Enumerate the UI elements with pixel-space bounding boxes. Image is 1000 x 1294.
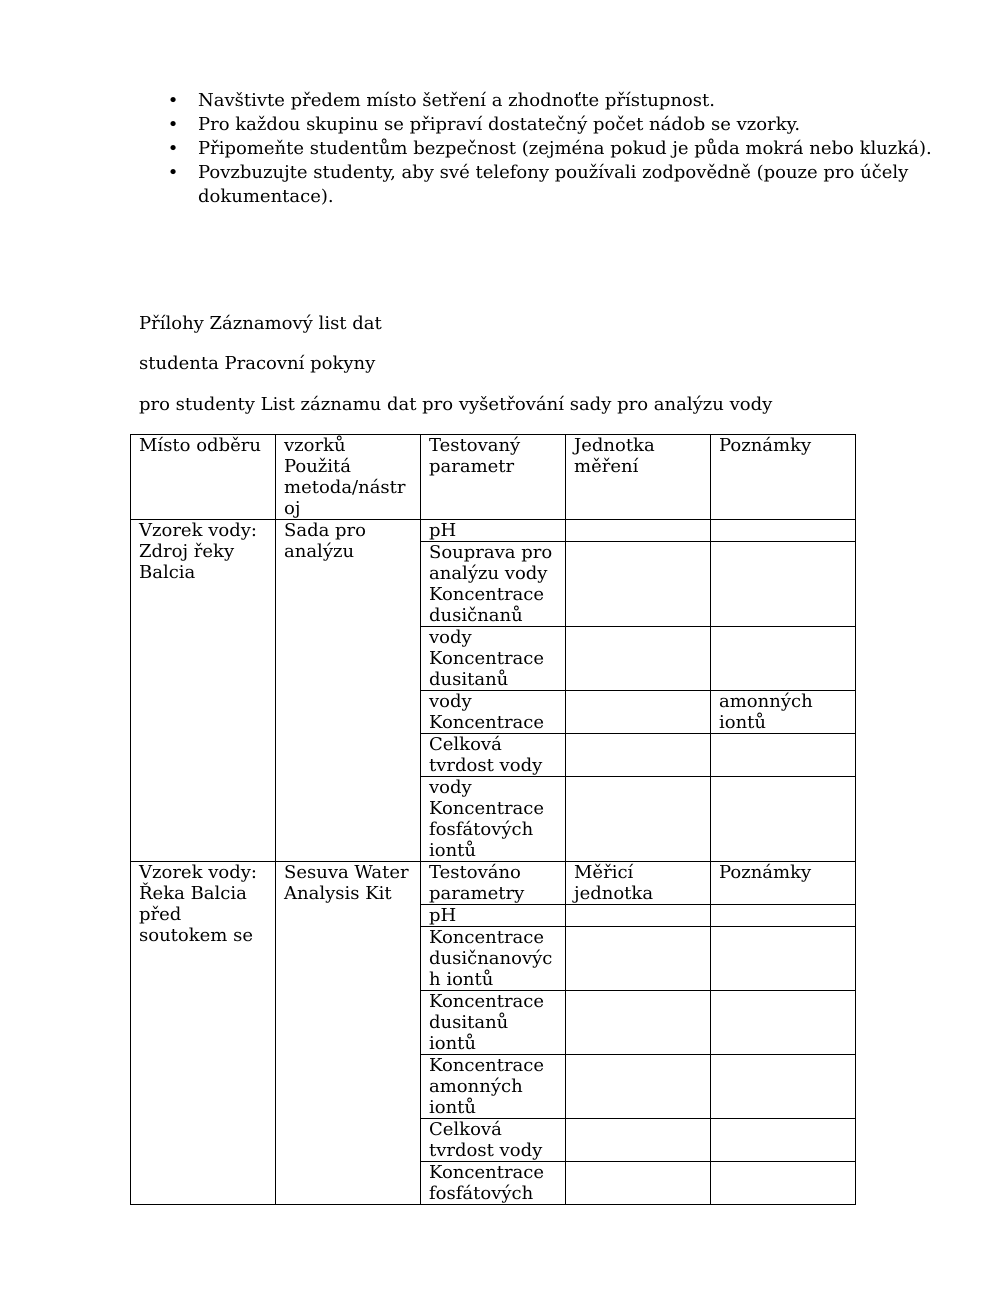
header-cell-method: vzorků Použitá metoda/nástr oj xyxy=(276,435,421,520)
note-cell[interactable] xyxy=(711,991,856,1055)
parameter-cell: vody Koncentrace xyxy=(421,691,566,734)
unit-cell[interactable] xyxy=(566,777,711,862)
bullet-item xyxy=(0,113,990,137)
parameter-cell: pH xyxy=(421,905,566,927)
bullet-text: Pro každou skupinu se připraví dostatečný počet nádob se vzorky. xyxy=(198,114,801,135)
unit-cell[interactable] xyxy=(566,627,711,691)
appendix-heading-line-3: pro studenty List záznamu dat pro vyšetřování sady pro analýzu vody xyxy=(139,394,773,415)
unit-cell[interactable] xyxy=(566,520,711,542)
table-row xyxy=(131,862,856,905)
bullet-icon: • xyxy=(167,162,179,183)
bullet-icon: • xyxy=(167,90,179,111)
parameter-cell: Testováno parametry xyxy=(421,862,566,905)
bullet-item xyxy=(0,89,990,113)
method-cell: Sesuva Water Analysis Kit xyxy=(276,862,421,1205)
table-row xyxy=(131,520,856,542)
bullet-icon: • xyxy=(167,114,179,135)
header-cell-notes: Poznámky xyxy=(711,435,856,520)
unit-cell[interactable] xyxy=(566,905,711,927)
data-record-table xyxy=(130,434,856,1205)
method-cell: Sada pro analýzu xyxy=(276,520,421,862)
parameter-cell: vody Koncentrace fosfátových iontů xyxy=(421,777,566,862)
unit-cell[interactable] xyxy=(566,927,711,991)
unit-cell[interactable] xyxy=(566,542,711,627)
unit-cell[interactable]: Měřicí jednotka xyxy=(566,862,711,905)
note-cell[interactable] xyxy=(711,734,856,777)
header-cell-site: Místo odběru xyxy=(131,435,276,520)
parameter-cell: Celková tvrdost vody xyxy=(421,734,566,777)
parameter-cell: Koncentrace dusitanů iontů xyxy=(421,991,566,1055)
site-cell: Vzorek vody: Zdroj řeky Balcia xyxy=(131,520,276,862)
note-cell[interactable] xyxy=(711,1055,856,1119)
unit-cell[interactable] xyxy=(566,691,711,734)
note-cell[interactable] xyxy=(711,1119,856,1162)
note-cell[interactable] xyxy=(711,927,856,991)
unit-cell[interactable] xyxy=(566,734,711,777)
note-cell[interactable] xyxy=(711,627,856,691)
appendix-heading-line-1: Přílohy Záznamový list dat xyxy=(139,313,382,334)
parameter-cell: pH xyxy=(421,520,566,542)
bullet-icon: • xyxy=(167,138,179,159)
bullet-text: Připomeňte studentům bezpečnost (zejména pokud je půda mokrá nebo kluzká). xyxy=(198,138,932,159)
parameter-cell: vody Koncentrace dusitanů xyxy=(421,627,566,691)
bullet-item xyxy=(0,161,990,209)
parameter-cell: Koncentrace dusičnanovýc h iontů xyxy=(421,927,566,991)
note-cell[interactable] xyxy=(711,777,856,862)
unit-cell[interactable] xyxy=(566,991,711,1055)
header-cell-parameter: Testovaný parametr xyxy=(421,435,566,520)
site-cell: Vzorek vody: Řeka Balcia před soutokem se xyxy=(131,862,276,1205)
note-cell[interactable] xyxy=(711,520,856,542)
bullet-item xyxy=(0,137,990,161)
note-cell[interactable] xyxy=(711,905,856,927)
note-cell[interactable]: Poznámky xyxy=(711,862,856,905)
note-cell[interactable] xyxy=(711,1162,856,1205)
unit-cell[interactable] xyxy=(566,1119,711,1162)
parameter-cell: Koncentrace fosfátových xyxy=(421,1162,566,1205)
note-cell[interactable] xyxy=(711,542,856,627)
note-cell[interactable]: amonných iontů xyxy=(711,691,856,734)
instruction-bullet-list xyxy=(0,89,990,209)
unit-cell[interactable] xyxy=(566,1162,711,1205)
parameter-cell: Souprava pro analýzu vody Koncentrace dusičnanů xyxy=(421,542,566,627)
table-header-row xyxy=(131,435,856,520)
header-cell-unit: Jednotka měření xyxy=(566,435,711,520)
bullet-text: Povzbuzujte studenty, aby své telefony používali zodpovědně (pouze pro účely dokumentace). xyxy=(198,162,909,207)
appendix-heading-line-2: studenta Pracovní pokyny xyxy=(139,353,376,374)
parameter-cell: Celková tvrdost vody xyxy=(421,1119,566,1162)
parameter-cell: Koncentrace amonných iontů xyxy=(421,1055,566,1119)
bullet-text: Navštivte předem místo šetření a zhodnoťte přístupnost. xyxy=(198,90,715,111)
unit-cell[interactable] xyxy=(566,1055,711,1119)
